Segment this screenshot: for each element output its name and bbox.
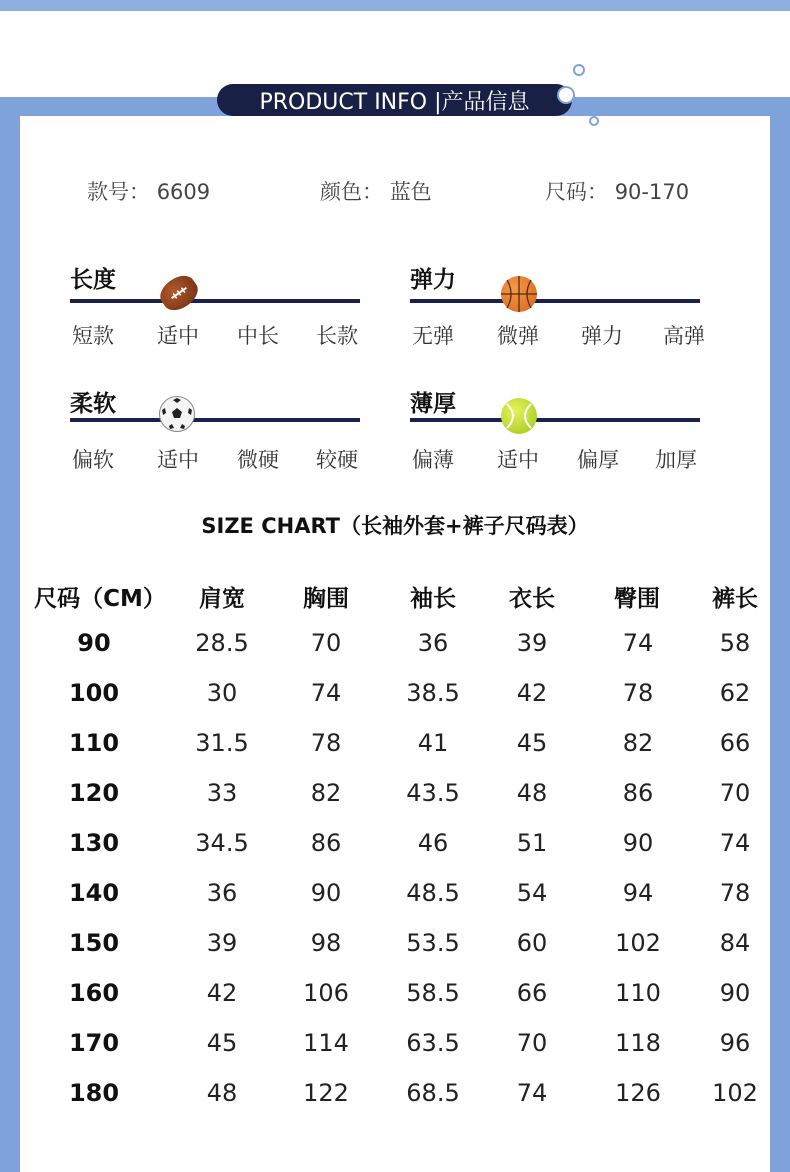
info-color <box>320 176 432 206</box>
table-cell: 102 <box>712 1079 758 1107</box>
size-cell: 120 <box>68 779 120 807</box>
table-cell: 122 <box>303 1079 349 1107</box>
table-cell: 53.5 <box>406 929 460 957</box>
scale-title-elasticity: 弹力 <box>410 267 456 293</box>
info-value: 6609 <box>156 180 211 204</box>
table-cell: 70 <box>516 1029 548 1057</box>
size-cell: 170 <box>68 1029 120 1057</box>
table-cell: 86 <box>622 779 654 807</box>
scale-title-length: 长度 <box>70 267 116 293</box>
basketball-icon <box>501 276 537 312</box>
scale-option: 适中 <box>497 448 539 472</box>
table-header: 尺码（CM） <box>34 586 166 612</box>
info-style-number <box>87 176 210 206</box>
size-cell: 90 <box>77 629 111 657</box>
table-cell: 28.5 <box>195 629 249 657</box>
size-cell: 180 <box>68 1079 120 1107</box>
table-cell: 42 <box>206 979 238 1007</box>
table-cell: 84 <box>719 929 751 957</box>
table-cell: 96 <box>719 1029 751 1057</box>
table-cell: 126 <box>615 1079 661 1107</box>
size-cell: 150 <box>68 929 120 957</box>
table-cell: 31.5 <box>195 729 249 757</box>
table-cell: 98 <box>310 929 342 957</box>
table-cell: 68.5 <box>406 1079 460 1107</box>
banner-text: PRODUCT INFO |产品信息 <box>259 89 530 115</box>
table-cell: 30 <box>206 679 238 707</box>
table-cell: 118 <box>615 1029 661 1057</box>
table-cell: 51 <box>516 829 548 857</box>
table-cell: 39 <box>206 929 238 957</box>
info-size <box>545 176 689 206</box>
scale-option: 微弹 <box>497 324 539 348</box>
table-cell: 48 <box>516 779 548 807</box>
scale-option: 加厚 <box>655 448 697 472</box>
size-cell: 140 <box>68 879 120 907</box>
table-cell: 45 <box>206 1029 238 1057</box>
table-cell: 62 <box>719 679 751 707</box>
table-cell: 78 <box>310 729 342 757</box>
decor-bubble <box>557 86 575 104</box>
table-header: 臀围 <box>614 586 660 612</box>
scale-option: 偏薄 <box>412 448 454 472</box>
scale-option: 偏厚 <box>577 448 619 472</box>
table-cell: 66 <box>719 729 751 757</box>
table-header: 衣长 <box>509 586 555 612</box>
table-header: 裤长 <box>712 586 758 612</box>
table-cell: 86 <box>310 829 342 857</box>
scale-option: 适中 <box>157 448 199 472</box>
info-label: 尺码： <box>545 180 608 204</box>
table-cell: 46 <box>417 829 449 857</box>
table-cell: 90 <box>310 879 342 907</box>
table-cell: 42 <box>516 679 548 707</box>
scale-option: 偏软 <box>72 448 114 472</box>
table-cell: 43.5 <box>406 779 460 807</box>
info-value: 蓝色 <box>389 180 432 204</box>
table-cell: 66 <box>516 979 548 1007</box>
table-cell: 74 <box>310 679 342 707</box>
scale-line <box>410 299 700 303</box>
size-chart-title: SIZE CHART（长袖外套+裤子尺码表） <box>201 514 589 538</box>
scale-option: 弹力 <box>581 324 623 348</box>
tennis-ball-icon <box>501 398 537 434</box>
table-cell: 48.5 <box>406 879 460 907</box>
table-cell: 114 <box>303 1029 349 1057</box>
table-cell: 36 <box>417 629 449 657</box>
product-info-banner <box>217 84 572 116</box>
size-cell: 110 <box>68 729 120 757</box>
table-cell: 70 <box>310 629 342 657</box>
scale-title-softness: 柔软 <box>70 391 116 417</box>
scale-option: 高弹 <box>663 324 705 348</box>
table-cell: 90 <box>622 829 654 857</box>
scale-line <box>70 418 360 422</box>
table-cell: 78 <box>622 679 654 707</box>
scale-option: 长款 <box>316 324 358 348</box>
scale-line <box>410 418 700 422</box>
table-cell: 90 <box>719 979 751 1007</box>
table-cell: 58 <box>719 629 751 657</box>
scale-line <box>70 299 360 303</box>
table-cell: 58.5 <box>406 979 460 1007</box>
info-label: 款号： <box>87 180 150 204</box>
table-cell: 106 <box>303 979 349 1007</box>
size-cell: 130 <box>68 829 120 857</box>
scale-option: 微硬 <box>237 448 279 472</box>
table-cell: 78 <box>719 879 751 907</box>
table-cell: 70 <box>719 779 751 807</box>
table-cell: 36 <box>206 879 238 907</box>
table-cell: 60 <box>516 929 548 957</box>
size-cell: 160 <box>68 979 120 1007</box>
table-cell: 74 <box>719 829 751 857</box>
table-cell: 54 <box>516 879 548 907</box>
scale-option: 较硬 <box>316 448 358 472</box>
scale-option: 无弹 <box>412 324 454 348</box>
table-cell: 94 <box>622 879 654 907</box>
table-cell: 45 <box>516 729 548 757</box>
table-cell: 74 <box>622 629 654 657</box>
decor-bubble <box>589 116 599 126</box>
soccer-ball-icon <box>159 396 195 432</box>
scale-option: 适中 <box>157 324 199 348</box>
scale-option: 中长 <box>237 324 279 348</box>
table-cell: 110 <box>615 979 661 1007</box>
table-cell: 38.5 <box>406 679 460 707</box>
table-cell: 48 <box>206 1079 238 1107</box>
table-cell: 33 <box>206 779 238 807</box>
top-strip <box>0 0 790 11</box>
table-header: 袖长 <box>410 586 456 612</box>
table-cell: 41 <box>417 729 449 757</box>
table-cell: 82 <box>622 729 654 757</box>
table-cell: 34.5 <box>195 829 249 857</box>
table-cell: 63.5 <box>406 1029 460 1057</box>
scale-title-thickness: 薄厚 <box>410 391 456 417</box>
info-label: 颜色： <box>320 180 383 204</box>
decor-bubble <box>573 64 585 76</box>
table-cell: 82 <box>310 779 342 807</box>
table-cell: 102 <box>615 929 661 957</box>
scale-option: 短款 <box>72 324 114 348</box>
table-header: 胸围 <box>303 586 349 612</box>
size-cell: 100 <box>68 679 120 707</box>
table-cell: 74 <box>516 1079 548 1107</box>
table-cell: 39 <box>516 629 548 657</box>
table-header: 肩宽 <box>199 586 245 612</box>
info-value: 90-170 <box>614 180 690 204</box>
